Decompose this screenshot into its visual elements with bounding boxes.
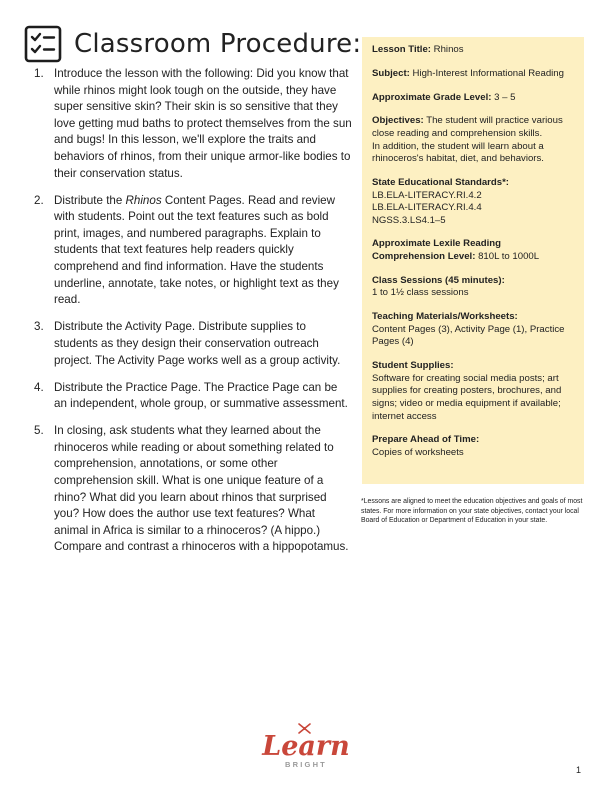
step-number: 3. bbox=[34, 320, 44, 334]
prepare-block bbox=[372, 434, 574, 459]
objectives-value-2: In addition, the student will learn about a rhinoceros's habitat, diet, and behaviors. bbox=[372, 140, 544, 165]
step-text: Distribute the Activity Page. Distribute supplies to students as they design their conservation outreach project. The Activity Page works well as a group activity. bbox=[54, 320, 341, 367]
step-text-before: Distribute the bbox=[54, 193, 126, 207]
lesson-title-value: Rhinos bbox=[433, 44, 464, 55]
standard-item: LB.ELA-LITERACY.RI.4.2 bbox=[372, 189, 482, 201]
grade-label: Approximate Grade Level: bbox=[372, 91, 492, 103]
procedure-step bbox=[34, 319, 352, 369]
lexile-label: Approximate Lexile Reading Comprehension Level: bbox=[372, 238, 502, 263]
page-title: Classroom Procedure: bbox=[74, 29, 362, 59]
standards-block bbox=[372, 177, 574, 227]
procedure-step bbox=[34, 193, 352, 309]
lesson-title-block bbox=[372, 44, 574, 57]
step-text bbox=[54, 193, 352, 309]
standards-footnote: *Lessons are aligned to meet the education objectives and goals of most states. For more information on your state objectives, contact your local Board of Education or Department of Education in your state. bbox=[361, 498, 583, 525]
prepare-value: Copies of worksheets bbox=[372, 446, 464, 458]
checklist-icon bbox=[24, 25, 62, 63]
lexile-block bbox=[372, 238, 574, 263]
materials-label: Teaching Materials/Worksheets: bbox=[372, 311, 518, 323]
step-number: 1. bbox=[34, 67, 44, 80]
supplies-block bbox=[372, 360, 574, 423]
supplies-label: Student Supplies: bbox=[372, 360, 454, 372]
subject-block bbox=[372, 68, 574, 81]
sessions-block bbox=[372, 275, 574, 300]
step-number: 5. bbox=[34, 424, 44, 438]
materials-block bbox=[372, 311, 574, 349]
sessions-label: Class Sessions (45 minutes): bbox=[372, 274, 505, 286]
logo-text: Learn bbox=[262, 731, 350, 762]
lexile-value: 810L to 1000L bbox=[478, 251, 540, 263]
step-text-italic: Rhinos bbox=[125, 193, 162, 207]
materials-value: Content Pages (3), Activity Page (1), Practice Pages (4) bbox=[372, 323, 565, 348]
lesson-info-sidebar bbox=[362, 37, 584, 484]
subject-value: High-Interest Informational Reading bbox=[412, 67, 564, 79]
page-header bbox=[24, 22, 361, 66]
procedure-list bbox=[34, 66, 352, 567]
procedure-step bbox=[34, 66, 352, 182]
page-number: 1 bbox=[576, 765, 582, 775]
learn-bright-logo bbox=[250, 722, 362, 772]
step-text: Distribute the Practice Page. The Practice Page can be an independent, whole group, or summative assessment. bbox=[54, 380, 348, 411]
objectives-block bbox=[372, 115, 574, 165]
logo-subtext: BRIGHT bbox=[285, 760, 327, 769]
step-text: Introduce the lesson with the following: Did you know that while rhinos might look tough on the outside, they have super sensitive skin? Their skin is so sensitive that they love getting mud baths to protect themselves from the sun and bugs! In this lesson, we'll explore the traits and behaviors of rhinos, from their unique armor-like bodies to their conservation status. bbox=[54, 67, 352, 180]
grade-value: 3 – 5 bbox=[494, 91, 516, 103]
grade-block bbox=[372, 92, 574, 105]
procedure-step bbox=[34, 380, 352, 413]
supplies-value: Software for creating social media posts; art supplies for creating posters, brochures, and signs; video or media equipment if available; internet access bbox=[372, 372, 562, 422]
standards-label: State Educational Standards*: bbox=[372, 176, 510, 188]
step-number: 2. bbox=[34, 193, 44, 207]
subject-label: Subject: bbox=[372, 67, 410, 79]
step-text: In closing, ask students what they learned about the rhinoceros while reading or about something related to comprehension, annotations, or some other comprehension skill. What is one unique feature of a rhino? What did you learn about rhinos that surprised you? How does the author use text features? What animal in Africa is similar to a rhinoceros? (A hippo.) Compare and contrast a rhinoceros with a hippopotamus. bbox=[54, 424, 349, 554]
sessions-value: 1 to 1½ class sessions bbox=[372, 287, 469, 299]
standard-item: LB.ELA-LITERACY.RI.4.4 bbox=[372, 202, 482, 214]
procedure-step bbox=[34, 423, 352, 556]
lesson-title-label: Lesson Title: bbox=[372, 44, 431, 55]
objectives-value: The student will practice various close reading and comprehension skills. bbox=[372, 115, 563, 139]
objectives-label: Objectives: bbox=[372, 115, 424, 127]
step-number: 4. bbox=[34, 380, 44, 394]
prepare-label: Prepare Ahead of Time: bbox=[372, 434, 480, 446]
standard-item: NGSS.3.LS4.1–5 bbox=[372, 214, 446, 226]
step-text-after: Content Pages. Read and review with students. Point out the text features such as bold print, images, and numbered paragraphs. Explain to students that text features help readers quickly comprehend and find information. Have the students underline, annotate, take notes, or highlight text as they read. bbox=[54, 193, 339, 307]
